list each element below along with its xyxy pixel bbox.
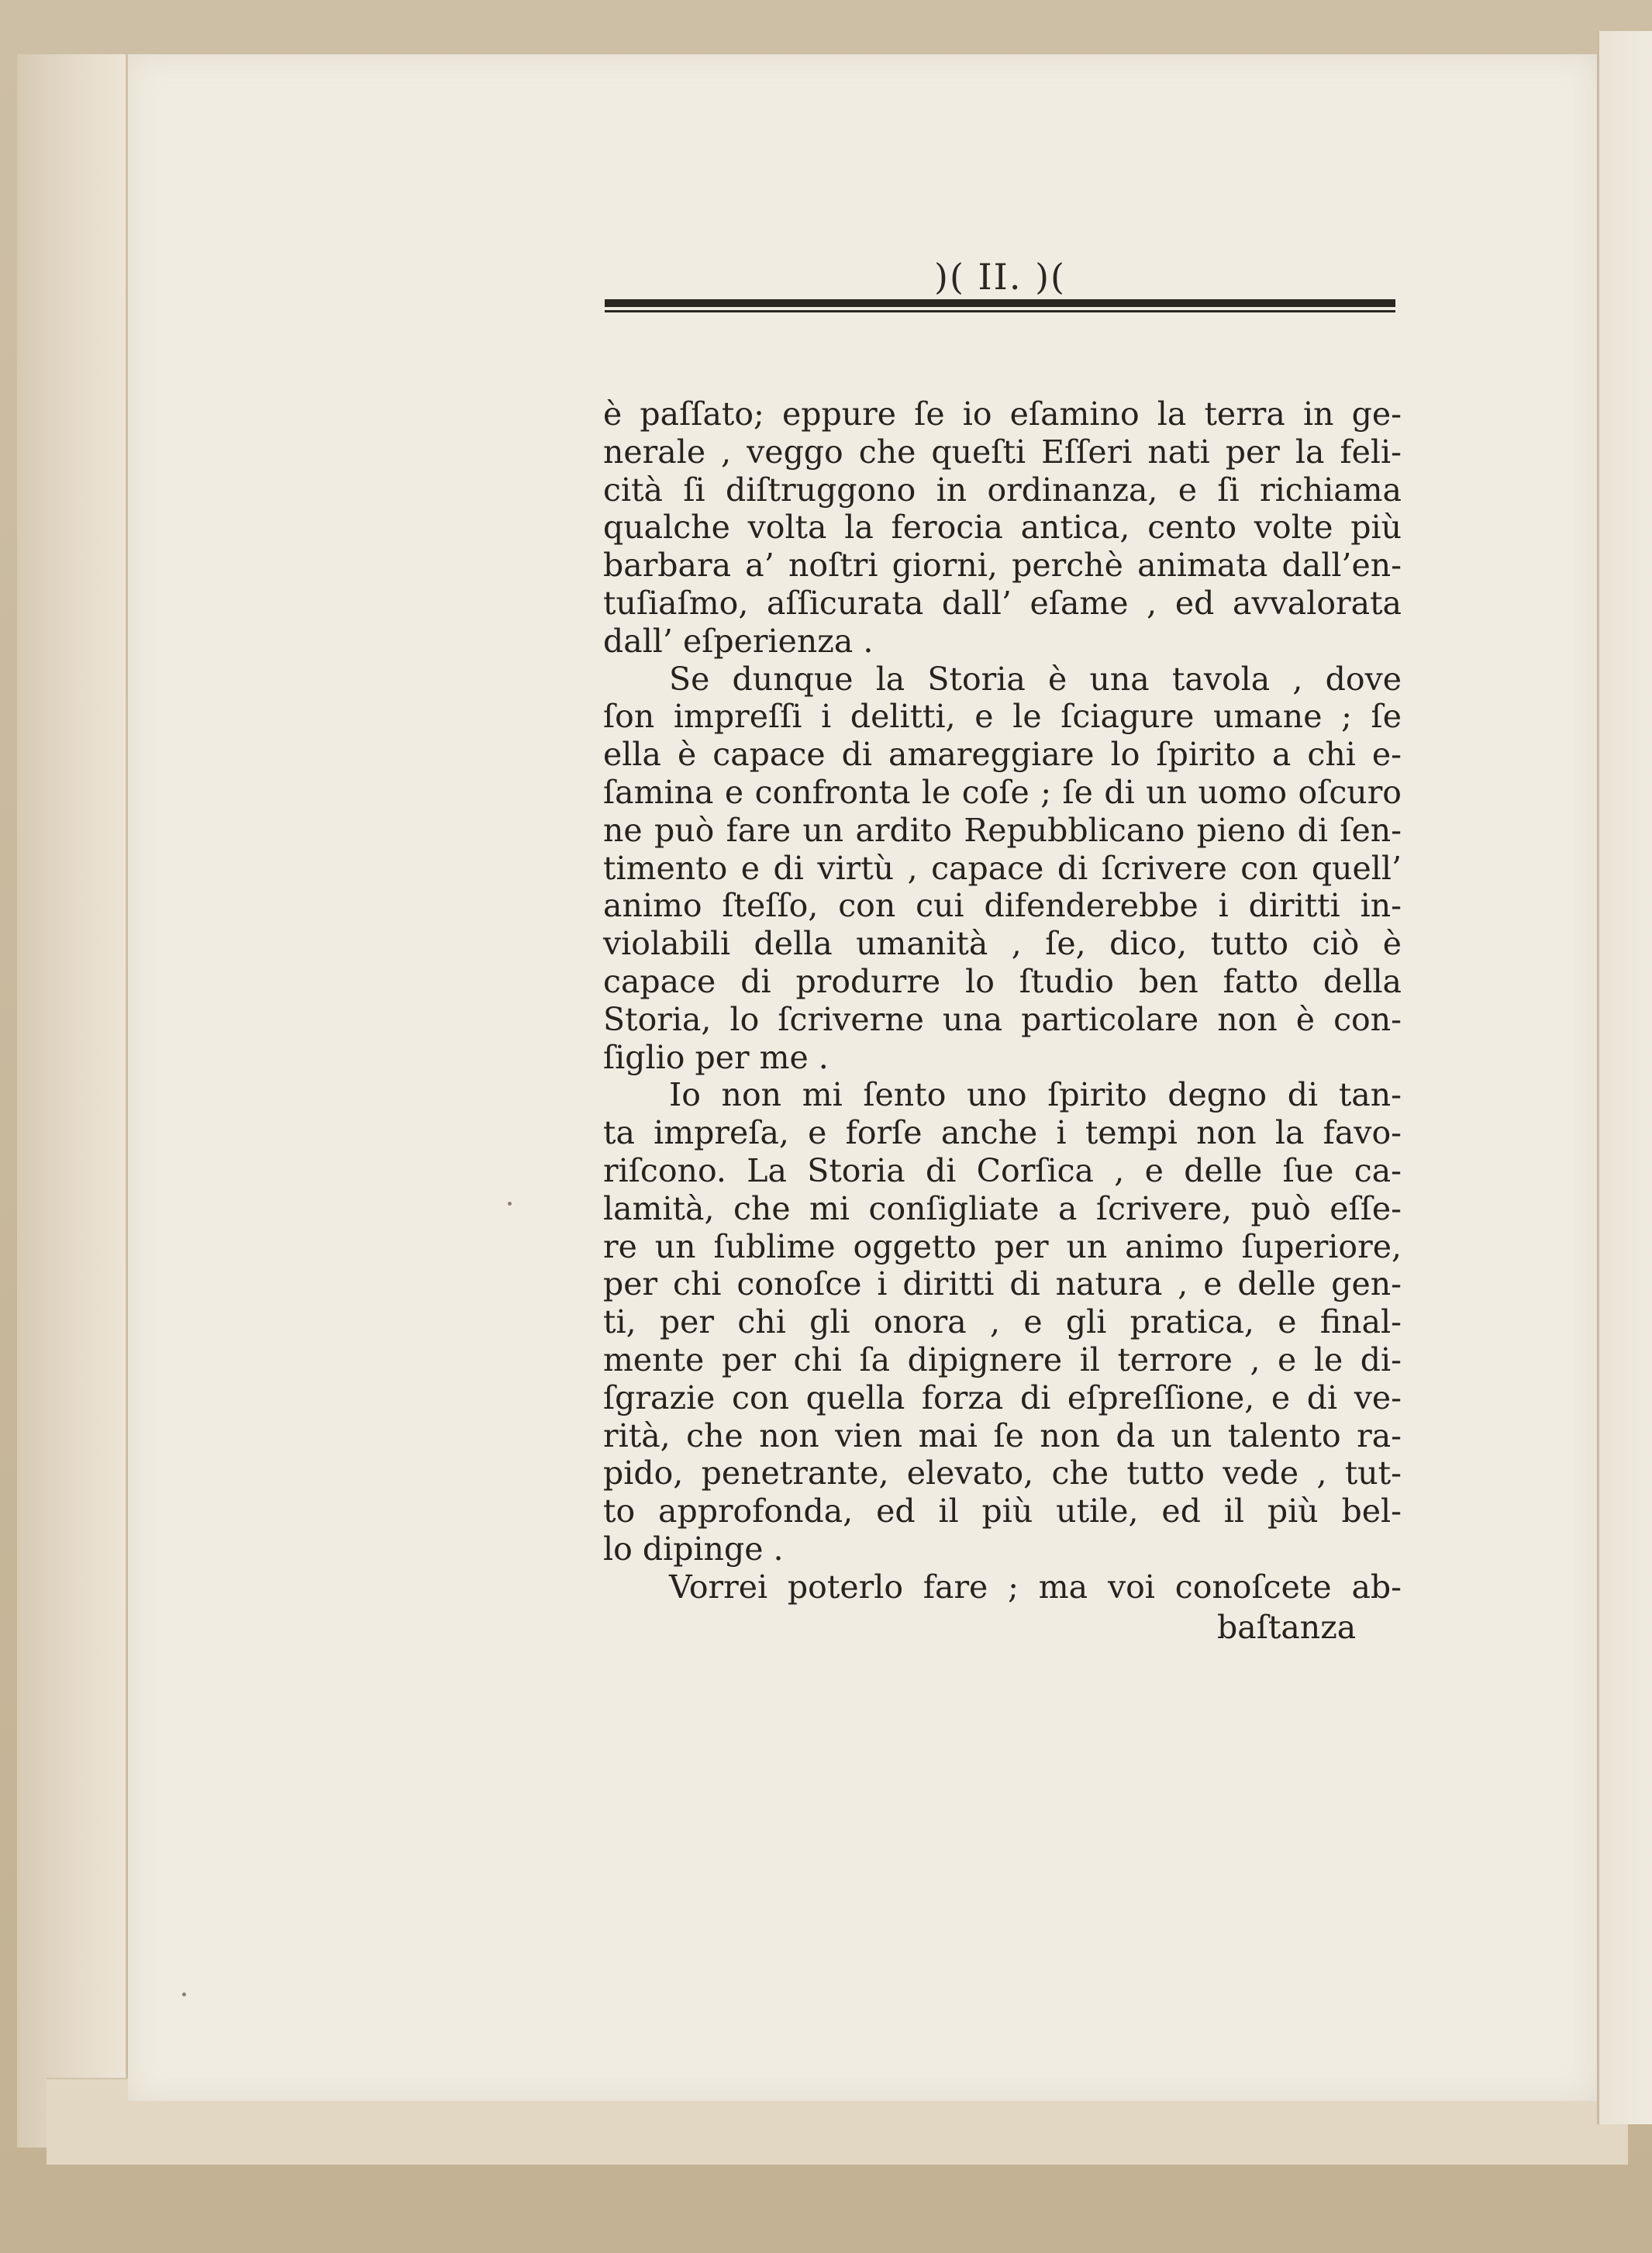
text-line: Storia, lo ſcriverne una particolare non è con- (603, 1000, 1402, 1038)
underlying-page-left-edge (17, 54, 127, 2148)
text-line: per chi conoſce i diritti di natura , e delle gen- (603, 1265, 1402, 1303)
facing-page-edge (1597, 31, 1652, 2124)
text-line: dall’ eſperienza . (603, 622, 874, 660)
text-line: pido, penetrante, elevato, che tutto vede , tut- (603, 1454, 1402, 1492)
text-line: ne può fare un ardito Repubblicano pieno di ſen- (603, 811, 1402, 849)
page-number: )( II. )( (934, 256, 1066, 298)
body-text (603, 395, 1402, 1606)
text-line: Vorrei poterlo fare ; ma voi conoſcete ab- (669, 1568, 1402, 1606)
paper-speck (508, 1202, 512, 1206)
text-line: capace di produrre lo ſtudio ben fatto della (603, 962, 1402, 1000)
text-line: cità ſi diſtruggono in ordinanza, e ſi richiama (603, 471, 1402, 509)
text-line: tuſiaſmo, aſſicurata dall’ eſame , ed avvalorata (603, 584, 1402, 622)
text-line: re un ſublime oggetto per un animo ſuperiore, (603, 1227, 1402, 1265)
text-line: ſon impreſſi i delitti, e le ſciagure umane ; ſe (603, 698, 1402, 736)
text-line: ſiglio per me . (603, 1038, 829, 1076)
text-line: animo ſteſſo, con cui difenderebbe i diritti in- (603, 887, 1402, 925)
head-rule-thin (605, 310, 1395, 312)
text-line: rità, che non vien mai ſe non da un talento ra- (603, 1416, 1402, 1454)
catchword: baſtanza (1217, 1609, 1357, 1646)
text-line: lo dipinge . (603, 1530, 784, 1568)
text-line: riſcono. La Storia di Corſica , e delle ſue ca- (603, 1151, 1402, 1189)
text-line: Io non mi ſento uno ſpirito degno di tan- (669, 1076, 1402, 1114)
text-line: nerale , veggo che queſti Eſſeri nati per la feli- (603, 433, 1402, 471)
text-line: ella è capace di amareggiare lo ſpirito a chi e- (603, 736, 1402, 774)
text-line: ſamina e confronta le coſe ; ſe di un uomo oſcuro (603, 773, 1402, 811)
text-line: lamità, che mi conſigliate a ſcrivere, può eſſe- (603, 1189, 1402, 1227)
text-line: Se dunque la Storia è una tavola , dove (669, 660, 1402, 698)
text-line: ti, per chi gli onora , e gli pratica, e final- (603, 1303, 1402, 1341)
text-line: è paſſato; eppure ſe io eſamino la terra in ge- (603, 395, 1402, 433)
text-line: timento e di virtù , capace di ſcrivere con quell’ (603, 849, 1402, 887)
text-line: to approfonda, ed il più utile, ed il più bel- (603, 1492, 1402, 1530)
text-line: mente per chi ſa dipignere il terrore , e le di- (603, 1340, 1402, 1378)
paper-speck (182, 1993, 186, 1996)
running-head (605, 256, 1395, 318)
text-line: barbara a’ noſtri giorni, perchè animata dall’en- (603, 547, 1402, 585)
text-line: qualche volta la ferocia antica, cento volte più (603, 509, 1402, 547)
text-line: ta impreſa, e forſe anche i tempi non la favo- (603, 1114, 1402, 1152)
head-rule-thick (605, 299, 1395, 307)
text-line: ſgrazie con quella forza di eſpreſſione, e di ve- (603, 1378, 1402, 1416)
text-line: violabili della umanità , ſe, dico, tutto ciò è (603, 925, 1402, 963)
